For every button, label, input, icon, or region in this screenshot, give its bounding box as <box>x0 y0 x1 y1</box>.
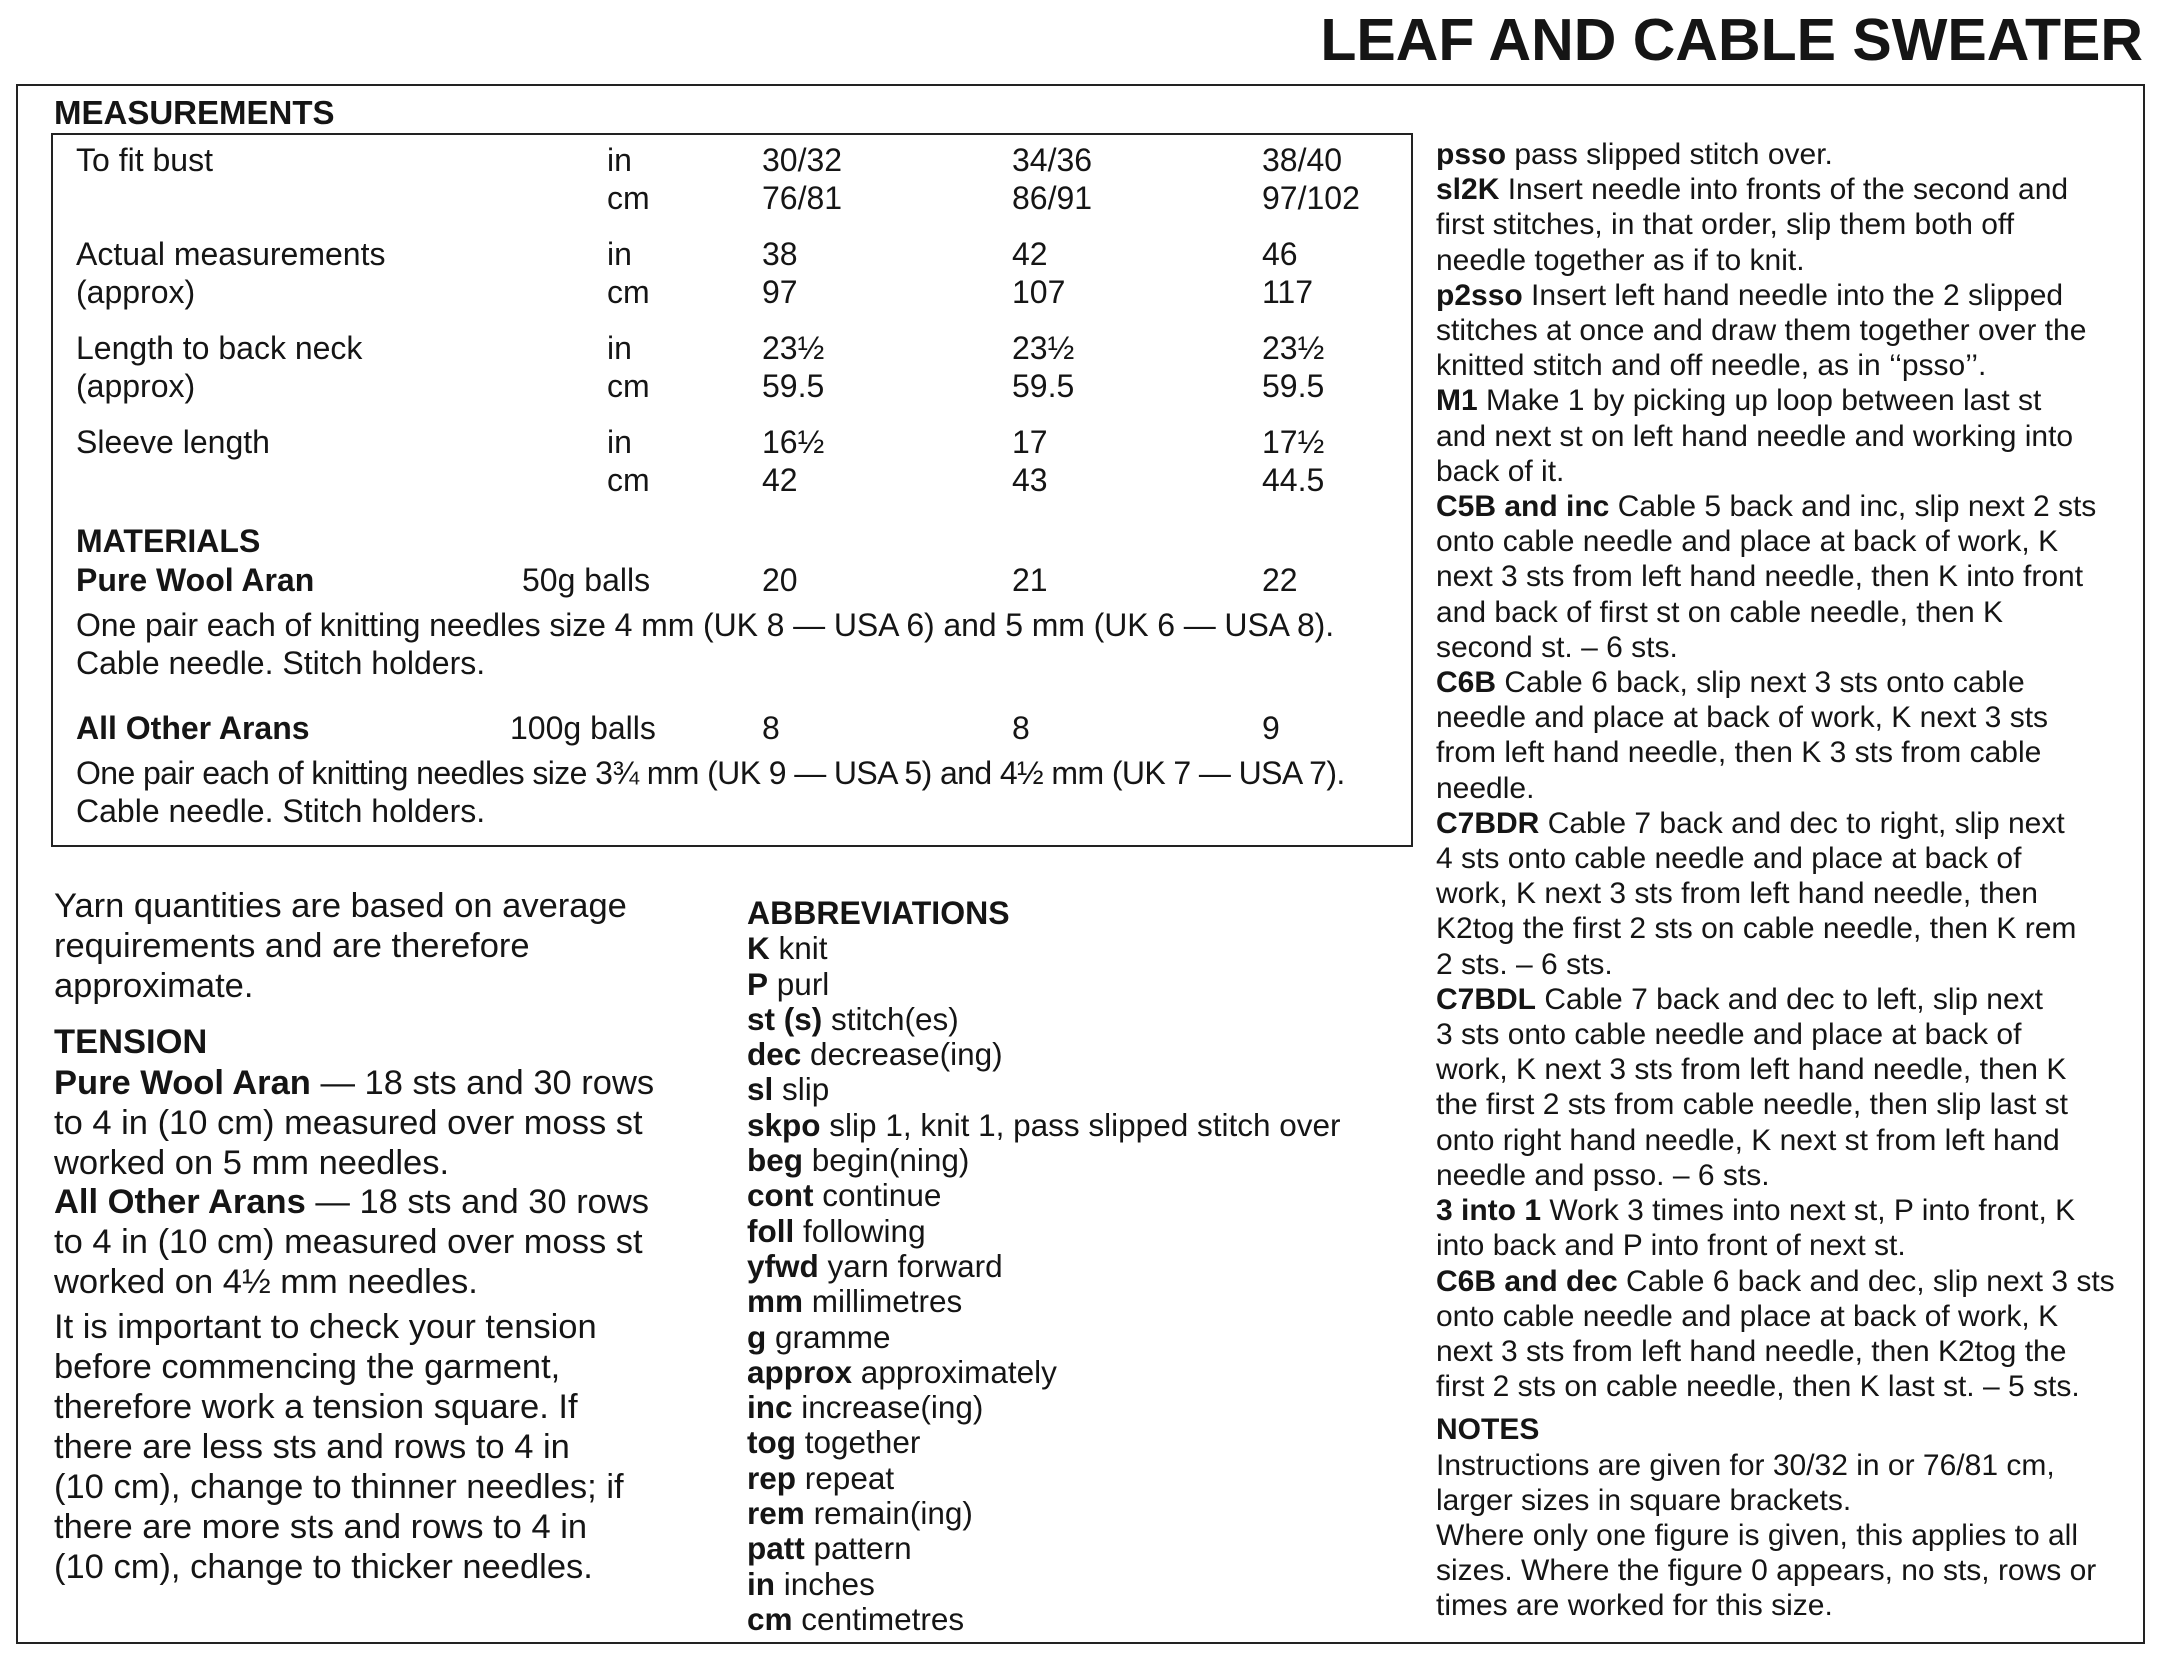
definition-term: psso <box>1436 138 1507 171</box>
yarn-quantity: 22 <box>1262 562 1298 598</box>
abbreviation-term: st (s) <box>747 1000 823 1037</box>
definition-text: the first 2 sts from cable needle, then slip last st <box>1436 1088 2068 1122</box>
needle-info: One pair each of knitting needles size 4 mm (UK 8 — USA 6) and 5 mm (UK 6 — USA 8). <box>76 607 1334 643</box>
definition-text: work, K next 3 sts from left hand needle, then <box>1436 877 2038 911</box>
definition-text: onto cable needle and place at back of work, K <box>1436 1299 2059 1333</box>
yarn-note-line: Yarn quantities are based on average <box>54 887 627 925</box>
abbreviation-meaning: centimetres <box>801 1600 965 1637</box>
definition-text: stitches at once and draw them together over the <box>1436 314 2087 348</box>
tension-yarn-name: All Other Arans <box>54 1183 306 1221</box>
abbreviation-item <box>747 931 1341 966</box>
abbreviation-item <box>747 1249 1341 1284</box>
abbreviation-term: foll <box>747 1212 795 1249</box>
definition-line <box>1436 313 2115 348</box>
tension-text: to 4 in (10 cm) measured over moss st <box>54 1223 643 1261</box>
abbreviation-meaning: decrease(ing) <box>810 1036 1003 1073</box>
abbreviation-term: cm <box>747 1600 793 1637</box>
abbreviation-term: yfwd <box>747 1247 819 1284</box>
page-title: LEAF AND CABLE SWEATER <box>1320 7 2143 73</box>
definition-text: Work 3 times into next st, P into front, K <box>1541 1194 2076 1228</box>
abbreviation-meaning: purl <box>776 965 830 1002</box>
notes-line: Instructions are given for 30/32 in or 76/81 cm, <box>1436 1448 2055 1482</box>
definition-text: and back of first st on cable needle, then K <box>1436 595 2004 629</box>
measurement-unit: in <box>607 424 632 460</box>
definition-line <box>1436 911 2115 946</box>
definition-line <box>1436 1299 2115 1334</box>
tension-heading: TENSION <box>54 1023 208 1061</box>
definition-text: work, K next 3 sts from left hand needle, then K <box>1436 1053 2067 1087</box>
definition-line <box>1436 630 2115 665</box>
measurement-value: 42 <box>762 462 798 498</box>
abbreviation-meaning: begin(ning) <box>811 1142 970 1179</box>
abbreviation-item <box>747 1037 1341 1072</box>
needle-info: Cable needle. Stitch holders. <box>76 645 486 681</box>
abbreviation-meaning: following <box>803 1212 926 1249</box>
abbreviation-meaning: slip <box>782 1071 830 1108</box>
definition-line <box>1436 947 2115 982</box>
definition-line <box>1436 1264 2115 1299</box>
abbreviation-meaning: pattern <box>813 1530 912 1567</box>
definition-line <box>1436 1193 2115 1228</box>
definition-line <box>1436 595 2115 630</box>
tension-note-line: (10 cm), change to thinner needles; if <box>54 1468 624 1506</box>
definition-line <box>1436 243 2115 278</box>
notes-line: sizes. Where the figure 0 appears, no sts, rows or <box>1436 1554 2097 1588</box>
measurement-unit: in <box>607 236 632 272</box>
measurement-value: 38/40 <box>1262 142 1343 178</box>
measurement-value: 38 <box>762 236 798 272</box>
abbreviation-meaning: continue <box>822 1177 942 1214</box>
measurement-value: 86/91 <box>1012 180 1093 216</box>
abbreviation-meaning: yarn forward <box>827 1247 1003 1284</box>
abbreviation-term: g <box>747 1318 767 1355</box>
abbreviations-list <box>747 896 1341 1637</box>
definition-line <box>1436 806 2115 841</box>
definition-term: C6B and dec <box>1436 1264 1618 1298</box>
yarn-name: All Other Arans <box>76 710 310 746</box>
abbreviation-term: cont <box>747 1177 814 1214</box>
tension-text: — 18 sts and 30 rows <box>310 1064 655 1102</box>
definition-term: C7BDR <box>1436 806 1540 840</box>
abbreviation-term: beg <box>747 1142 804 1179</box>
definition-text: from left hand needle, then K 3 sts from cable <box>1436 736 2042 770</box>
yarn-quantity: 20 <box>762 562 798 598</box>
definition-text: Cable 6 back, slip next 3 sts onto cable <box>1496 666 2025 700</box>
tension-note <box>54 1307 624 1587</box>
yarn-ball-size: 100g balls <box>510 710 656 746</box>
definition-text: 3 sts onto cable needle and place at back of <box>1436 1018 2022 1052</box>
abbreviation-item <box>747 1567 1341 1602</box>
definition-line <box>1436 419 2115 454</box>
measurement-unit: cm <box>607 180 650 216</box>
abbreviation-term: approx <box>747 1353 853 1390</box>
measurement-value: 59.5 <box>1262 368 1325 404</box>
measurement-label: To fit bust <box>76 142 213 178</box>
needle-info: One pair each of knitting needles size 3¾ mm (UK 9 — USA 5) and 4½ mm (UK 7 — USA 7). <box>76 755 1345 791</box>
definition-text: 2 sts. – 6 sts. <box>1436 947 1613 981</box>
tension-text: to 4 in (10 cm) measured over moss st <box>54 1104 643 1142</box>
abbreviation-term: mm <box>747 1283 804 1320</box>
yarn-note <box>54 886 627 1006</box>
notes-line: times are worked for this size. <box>1436 1589 1833 1623</box>
abbreviation-meaning: remain(ing) <box>813 1495 973 1532</box>
tension-note-line: It is important to check your tension <box>54 1308 597 1346</box>
definition-text: Insert left hand needle into the 2 slipped <box>1522 278 2064 312</box>
definition-text: back of it. <box>1436 454 1565 488</box>
definition-text: into back and P into front of next st. <box>1436 1229 1906 1263</box>
yarn-ball-size: 50g balls <box>522 562 651 598</box>
definition-text: first 2 sts on cable needle, then K last st. – 5 sts. <box>1436 1370 2080 1404</box>
abbreviation-term: sl <box>747 1071 774 1108</box>
tension-note-line: before commencing the garment, <box>54 1348 561 1386</box>
measurement-value: 30/32 <box>762 142 843 178</box>
measurement-value: 59.5 <box>762 368 825 404</box>
notes-heading: NOTES <box>1436 1413 1540 1447</box>
yarn-quantity: 8 <box>762 710 780 746</box>
abbreviation-meaning: increase(ing) <box>801 1389 984 1426</box>
tension-text: worked on 5 mm needles. <box>54 1144 450 1182</box>
definition-line <box>1436 1017 2115 1052</box>
abbreviation-meaning: slip 1, knit 1, pass slipped stitch over <box>829 1106 1341 1143</box>
abbreviation-item <box>747 1002 1341 1037</box>
abbreviation-term: in <box>747 1565 775 1602</box>
tension-note-line: there are less sts and rows to 4 in <box>54 1428 570 1466</box>
abbreviation-meaning: millimetres <box>811 1283 963 1320</box>
abbreviation-item <box>747 1072 1341 1107</box>
measurement-unit: in <box>607 142 632 178</box>
definition-line <box>1436 1087 2115 1122</box>
abbreviation-item <box>747 1214 1341 1249</box>
definition-line <box>1436 137 2115 172</box>
abbreviation-meaning: repeat <box>804 1459 895 1496</box>
measurement-value: 42 <box>1012 236 1048 272</box>
definition-text: K2tog the first 2 sts on cable needle, then K rem <box>1436 912 2077 946</box>
abbreviation-item <box>747 1425 1341 1460</box>
definition-text: 4 sts onto cable needle and place at back of <box>1436 842 2022 876</box>
definition-term: 3 into 1 <box>1436 1194 1542 1228</box>
measurement-value: 23½ <box>1012 330 1075 366</box>
definition-term: M1 <box>1436 384 1478 418</box>
definition-line <box>1436 348 2115 383</box>
tension-other-arans <box>54 1182 649 1302</box>
definition-line <box>1436 1334 2115 1369</box>
abbreviation-term: inc <box>747 1389 793 1426</box>
definition-line <box>1436 278 2115 313</box>
yarn-note-line: requirements and are therefore <box>54 927 530 965</box>
abbreviation-item <box>747 1531 1341 1566</box>
measurement-value: 97 <box>762 274 798 310</box>
definition-term: p2sso <box>1436 278 1523 312</box>
measurement-value: 107 <box>1012 274 1066 310</box>
notes-line: larger sizes in square brackets. <box>1436 1483 1852 1517</box>
definition-term: C6B <box>1436 666 1497 700</box>
abbreviation-meaning: knit <box>778 930 828 967</box>
definition-text: first stitches, in that order, slip them both off <box>1436 208 2015 242</box>
definition-line <box>1436 1123 2115 1158</box>
abbreviation-term: dec <box>747 1036 802 1073</box>
definition-term: C7BDL <box>1436 982 1537 1016</box>
definition-line <box>1436 207 2115 242</box>
definition-line <box>1436 841 2115 876</box>
definition-text: Insert needle into fronts of the second and <box>1499 173 2069 207</box>
measurements-heading: MEASUREMENTS <box>54 94 335 131</box>
definition-text: needle. <box>1436 771 1535 805</box>
measurement-value: 34/36 <box>1012 142 1093 178</box>
measurement-value: 117 <box>1262 274 1314 310</box>
measurement-value: 76/81 <box>762 180 843 216</box>
definition-text: needle together as if to knit. <box>1436 243 1805 277</box>
yarn-note-line: approximate. <box>54 967 254 1005</box>
definition-text: onto right hand needle, K next st from left hand <box>1436 1123 2060 1157</box>
measurement-label: Length to back neck <box>76 330 363 366</box>
definition-line <box>1436 1158 2115 1193</box>
abbreviation-term: K <box>747 930 770 967</box>
definition-line <box>1436 524 2115 559</box>
definition-line <box>1436 1369 2115 1404</box>
abbreviation-term: patt <box>747 1530 805 1567</box>
measurement-label: Actual measurements <box>76 236 386 272</box>
abbreviation-item <box>747 1602 1341 1637</box>
definition-line <box>1436 982 2115 1017</box>
measurement-value: 46 <box>1262 236 1298 272</box>
definition-text: and next st on left hand needle and working into <box>1436 419 2074 453</box>
yarn-name: Pure Wool Aran <box>76 562 315 598</box>
tension-note-line: there are more sts and rows to 4 in <box>54 1508 588 1546</box>
definition-text: Cable 6 back and dec, slip next 3 sts <box>1617 1264 2115 1298</box>
tension-yarn-name: Pure Wool Aran <box>54 1064 311 1102</box>
measurement-value: 97/102 <box>1262 180 1360 216</box>
measurement-unit: cm <box>607 368 650 404</box>
tension-pure-wool <box>54 1063 654 1183</box>
measurement-value: 16½ <box>762 424 825 460</box>
definition-line <box>1436 172 2115 207</box>
definition-line <box>1436 700 2115 735</box>
definition-text: Cable 5 back and inc, slip next 2 sts <box>1609 490 2097 524</box>
abbreviation-meaning: stitch(es) <box>831 1000 959 1037</box>
tension-note-line: therefore work a tension square. If <box>54 1388 578 1426</box>
definition-text: onto cable needle and place at back of work, K <box>1436 525 2059 559</box>
measurement-unit: in <box>607 330 632 366</box>
definition-text: Cable 7 back and dec to right, slip next <box>1539 806 2065 840</box>
measurement-value: 17 <box>1012 424 1048 460</box>
definition-text: second st. – 6 sts. <box>1436 630 1678 664</box>
abbreviation-term: tog <box>747 1424 796 1461</box>
definition-line <box>1436 383 2115 418</box>
abbreviation-item <box>747 1108 1341 1143</box>
measurement-unit: cm <box>607 274 650 310</box>
yarn-quantity: 8 <box>1012 710 1030 746</box>
measurement-value: 59.5 <box>1012 368 1075 404</box>
abbreviation-term: P <box>747 965 769 1002</box>
abbreviation-item <box>747 1178 1341 1213</box>
abbreviations-heading: ABBREVIATIONS <box>747 895 1010 931</box>
definition-line <box>1436 559 2115 594</box>
measurement-label: (approx) <box>76 274 196 310</box>
abbreviation-item <box>747 1143 1341 1178</box>
definition-line <box>1436 665 2115 700</box>
abbreviation-item <box>747 1284 1341 1319</box>
definition-text: Make 1 by picking up loop between last st <box>1477 384 2042 418</box>
abbreviation-item <box>747 1390 1341 1425</box>
measurement-value: 43 <box>1012 462 1048 498</box>
measurement-value: 23½ <box>1262 330 1325 366</box>
measurement-unit: cm <box>607 462 650 498</box>
tension-text: worked on 4½ mm needles. <box>54 1263 478 1301</box>
abbreviation-item <box>747 967 1341 1002</box>
abbreviation-meaning: approximately <box>860 1353 1057 1390</box>
definition-term: C5B and inc <box>1436 490 1610 524</box>
definition-text: Cable 7 back and dec to left, slip next <box>1536 982 2043 1016</box>
needle-info: Cable needle. Stitch holders. <box>76 793 486 829</box>
definition-line <box>1436 454 2115 489</box>
definition-text: next 3 sts from left hand needle, then K2tog the <box>1436 1334 2067 1368</box>
abbreviation-item <box>747 1461 1341 1496</box>
abbreviation-item <box>747 1355 1341 1390</box>
tension-note-line: (10 cm), change to thicker needles. <box>54 1548 593 1586</box>
definition-line <box>1436 876 2115 911</box>
definition-text: needle and place at back of work, K next 3 sts <box>1436 701 2049 735</box>
definition-text: needle and psso. – 6 sts. <box>1436 1158 1770 1192</box>
measurement-label: (approx) <box>76 368 196 404</box>
yarn-quantity: 9 <box>1262 710 1280 746</box>
definition-line <box>1436 1052 2115 1087</box>
abbreviation-meaning: together <box>804 1424 921 1461</box>
materials-heading: MATERIALS <box>76 523 261 559</box>
definition-text: knitted stitch and off needle, as in ‘‘psso’’. <box>1436 349 1987 383</box>
definition-line <box>1436 489 2115 524</box>
measurement-label: Sleeve length <box>76 424 270 460</box>
definition-text: next 3 sts from left hand needle, then K into front <box>1436 560 2084 594</box>
abbreviation-term: rep <box>747 1459 797 1496</box>
definition-term: sl2K <box>1436 173 1500 207</box>
abbreviation-item <box>747 1496 1341 1531</box>
abbreviation-meaning: gramme <box>775 1318 891 1355</box>
definition-line <box>1436 771 2115 806</box>
measurement-value: 17½ <box>1262 424 1325 460</box>
stitch-definitions <box>1436 137 2115 1624</box>
measurement-value: 44.5 <box>1262 462 1325 498</box>
definition-text: pass slipped stitch over. <box>1506 138 1833 171</box>
definition-line <box>1436 735 2115 770</box>
abbreviation-term: skpo <box>747 1106 821 1143</box>
abbreviation-term: rem <box>747 1495 805 1532</box>
yarn-quantity: 21 <box>1012 562 1048 598</box>
tension-text: — 18 sts and 30 rows <box>305 1183 650 1221</box>
definition-line <box>1436 1228 2115 1263</box>
abbreviation-meaning: inches <box>783 1565 875 1602</box>
measurement-value: 23½ <box>762 330 825 366</box>
abbreviation-item <box>747 1320 1341 1355</box>
notes-line: Where only one figure is given, this applies to all <box>1436 1518 2079 1552</box>
